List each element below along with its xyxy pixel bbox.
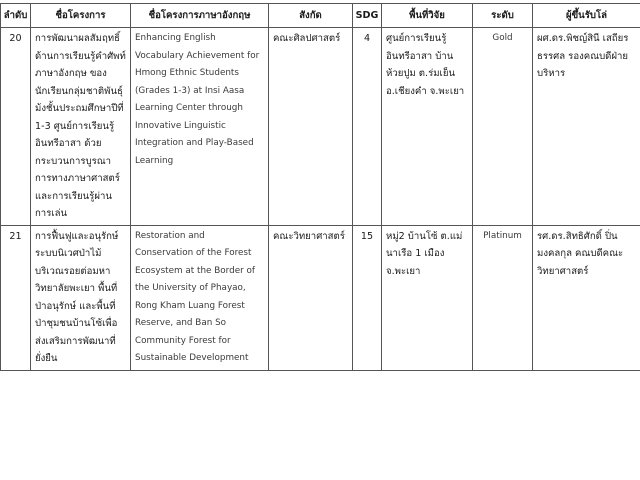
cell-num: 21 [1,225,31,370]
cell-recipient: รศ.ดร.สิทธิศักดิ์ ปิ่นมงคลกุล คณบดีคณะวิทยาศาสตร์ [533,225,640,370]
table-header-row [1,4,640,28]
table-row [1,28,640,226]
cell-num: 20 [1,28,31,226]
header-num: ลำดับ [1,4,31,28]
cell-faculty: คณะวิทยาศาสตร์ [269,225,353,370]
cell-area: หมู่2 บ้านโซ้ ต.แม่นาเรือ 1 เมือง จ.พะเยา [382,225,473,370]
header-recipient: ผู้ขึ้นรับโล่ [533,4,640,28]
cell-sdg: 15 [353,225,382,370]
table-row [1,225,640,370]
cell-faculty: คณะศิลปศาสตร์ [269,28,353,226]
cell-area: ศูนย์การเรียนรู้อินทรีอาสา บ้านห้วยปูม ต.ร่มเย็น อ.เชียงคำ จ.พะเยา [382,28,473,226]
cell-project-th: การพัฒนาผลสัมฤทธิ์ด้านการเรียนรู้คำศัพท์ภาษาอังกฤษ ของนักเรียนกลุ่มชาติพันธุ์ม้งชั้นประถมศึกษาปีที่ 1-3 ศูนย์การเรียนรู้อินทรีอาสา ด้วยกระบวนการบูรณาการทางภาษาศาสตร์และการเรียนรู้ผ่านการเล่น [31,28,131,226]
cell-project-en: Enhancing English Vocabulary Achievement for Hmong Ethnic Students (Grades 1-3) at Insi Aasa Learning Center through Innovative Linguistic Integration and Play-Based Learning [131,28,269,226]
header-project-en: ชื่อโครงการภาษาอังกฤษ [131,4,269,28]
header-level: ระดับ [473,4,533,28]
header-sdg: SDG [353,4,382,28]
cell-sdg: 4 [353,28,382,226]
cell-recipient: ผศ.ดร.พิชญ์สินี เสถียรธรรศล รองคณบดีฝ่ายบริหาร [533,28,640,226]
cell-level: Gold [473,28,533,226]
cell-project-en: Restoration and Conservation of the Forest Ecosystem at the Border of the University of Phayao, Rong Kham Luang Forest Reserve, and Ban So Community Forest for Sustainable Development [131,225,269,370]
header-faculty: สังกัด [269,4,353,28]
awards-table [0,3,640,371]
header-project-th: ชื่อโครงการ [31,4,131,28]
cell-project-th: การฟื้นฟูและอนุรักษ์ระบบนิเวศป่าไม้บริเวณรอยต่อมหาวิทยาลัยพะเยา พื้นที่ป่าอนุรักษ์ และพื้นที่ป่าชุมชนบ้านโซ้เพื่อส่งเสริมการพัฒนาที่ยั่งยืน [31,225,131,370]
header-area: พื้นที่วิจัย [382,4,473,28]
cell-level: Platinum [473,225,533,370]
